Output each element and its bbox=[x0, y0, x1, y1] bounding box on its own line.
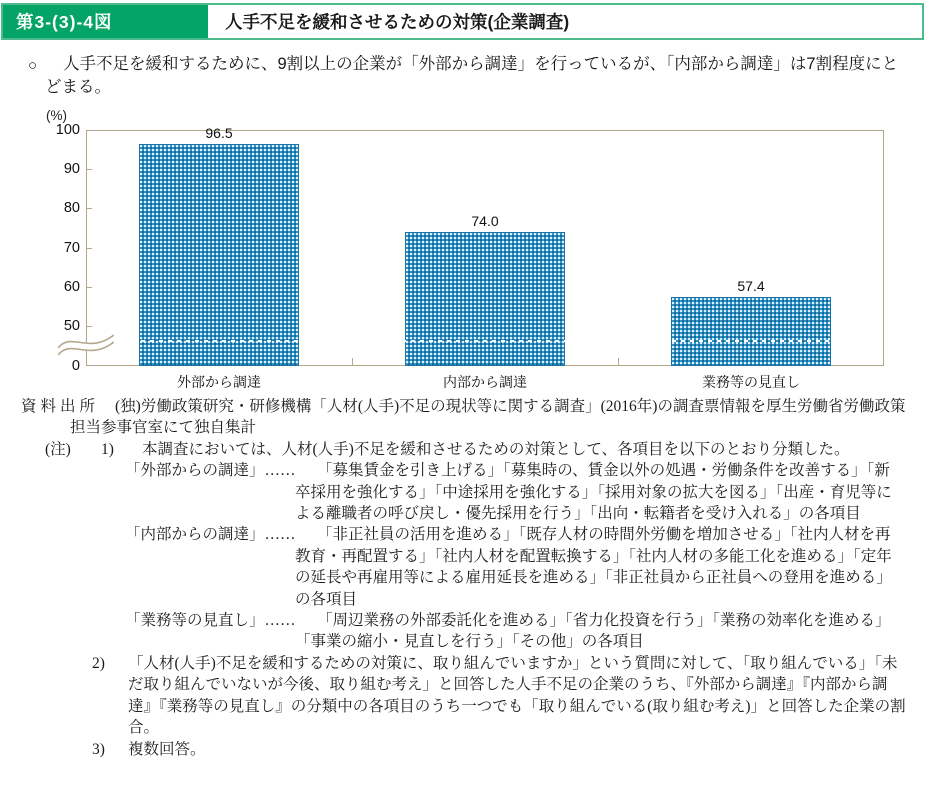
bar-value-label: 74.0 bbox=[471, 212, 499, 229]
y-axis-tick-label: 50 bbox=[63, 318, 80, 334]
source-text: (独)労働政策研究・研修機構「人材(人手)不足の現状等に関する調査」(2016年)の調査票情報を厚生労働省労働政策担当参事官室にて独自集計 bbox=[70, 398, 906, 437]
y-axis-tick-mark bbox=[87, 287, 92, 288]
figure-title-box bbox=[208, 5, 922, 38]
bar-chart bbox=[0, 106, 932, 396]
y-axis-tick-label: 90 bbox=[63, 161, 80, 178]
axis-break-dash-line bbox=[87, 340, 883, 342]
y-axis-tick-mark bbox=[87, 326, 92, 327]
note-item-3 bbox=[0, 739, 932, 760]
axis-break-squiggle-icon bbox=[58, 329, 114, 359]
note-item-1 bbox=[0, 439, 932, 460]
bar-2 bbox=[405, 232, 565, 366]
y-axis-tick-label: 100 bbox=[55, 122, 80, 138]
definition-external-term: 「外部からの調達」…… bbox=[125, 462, 296, 480]
y-axis-tick-label: 80 bbox=[63, 200, 80, 217]
figure-header bbox=[1, 3, 924, 40]
note-item-2 bbox=[0, 653, 932, 739]
definition-external-desc: 「募集賃金を引き上げる」「募集時の、賃金以外の処遇・労働条件を改善する」「新卒採用を強化する」「中途採用を強化する」「採用対象の拡大を図る」「出産・育児等による離職者の呼び戻し・優先採用を行う」「出向・転籍者を受け入れる」の各項目 bbox=[295, 462, 892, 523]
definition-review-desc: 「周辺業務の外部委託化を進める」「省力化投資を行う」「業務の効率化を進める」「事業の縮小・見直しを行う」「その他」の各項目 bbox=[295, 612, 891, 651]
source-row bbox=[0, 396, 932, 439]
bar-value-label: 57.4 bbox=[737, 277, 765, 294]
x-axis-divider-tick bbox=[352, 358, 353, 366]
circle-bullet-icon: ○ bbox=[28, 57, 38, 74]
x-axis-category-label: 外部から調達 bbox=[177, 374, 261, 390]
figure-title: 人手不足を緩和させるための対策(企業調査) bbox=[225, 12, 570, 32]
x-axis-category-label: 業務等の見直し bbox=[702, 374, 800, 390]
lead-text: 人手不足を緩和するために、9割以上の企業が「外部から調達」を行っているが、「内部から調達」は7割程度にとどまる。 bbox=[45, 55, 899, 96]
definition-review-term: 「業務等の見直し」…… bbox=[125, 612, 296, 630]
bar-1 bbox=[139, 144, 299, 366]
x-axis-divider-tick bbox=[618, 358, 619, 366]
bar-value-label: 96.5 bbox=[205, 124, 233, 141]
definition-internal-desc: 「非正社員の活用を進める」「既存人材の時間外労働を増加させる」「社内人材を再教育・再配置する」「社内人材を配置転換する」「社内人材の多能工化を進める」「定年の延長や再雇用等による雇用延長を進める」「非正社員から正社員への登用を進める」の各項目 bbox=[295, 526, 892, 608]
y-axis-tick-label: 0 bbox=[71, 358, 80, 374]
lead-paragraph bbox=[28, 53, 913, 99]
figure-number-label: 第3-(3)-4図 bbox=[16, 12, 113, 32]
source-label: 資料出所 bbox=[21, 398, 100, 415]
note-2-text: 「人材(人手)不足を緩和するための対策に、取り組んでいますか」という質問に対して、「取り組んでいる」「未だ取り組んでいないが今後、取り組む考え」と回答した人手不足の企業のうち、『外部から調達』『内部から調達』『業務等の見直し』の分類中の各項目のうち一つでも「取り組んでいる(取り組む考え)」と回答した企業の割合。 bbox=[128, 654, 906, 737]
bar-3 bbox=[671, 297, 831, 366]
note-1-text: 本調査においては、人材(人手)不足を緩和させるための対策として、各項目を以下のとおり分類した。 bbox=[142, 440, 850, 458]
notes-section bbox=[0, 396, 932, 760]
y-axis-unit-label: (%) bbox=[46, 108, 67, 123]
definition-internal bbox=[0, 524, 932, 610]
figure-number-badge bbox=[3, 5, 208, 38]
definition-review bbox=[0, 610, 932, 653]
note-label: (注) bbox=[45, 440, 71, 458]
note-1-number: 1) bbox=[101, 440, 114, 458]
note-3-number: 3) bbox=[92, 740, 105, 758]
y-axis-tick-label: 60 bbox=[63, 278, 80, 295]
definition-external bbox=[0, 460, 932, 524]
note-2-number: 2) bbox=[92, 654, 105, 672]
y-axis-tick-label: 70 bbox=[63, 239, 80, 256]
definition-internal-term: 「内部からの調達」…… bbox=[125, 526, 296, 544]
y-axis-tick-mark bbox=[87, 208, 92, 209]
chart-plot-layer bbox=[0, 106, 932, 396]
x-axis-category-label: 内部から調達 bbox=[443, 374, 527, 390]
note-3-text: 複数回答。 bbox=[128, 740, 206, 758]
y-axis-tick-mark bbox=[87, 169, 92, 170]
y-axis-tick-mark bbox=[87, 248, 92, 249]
